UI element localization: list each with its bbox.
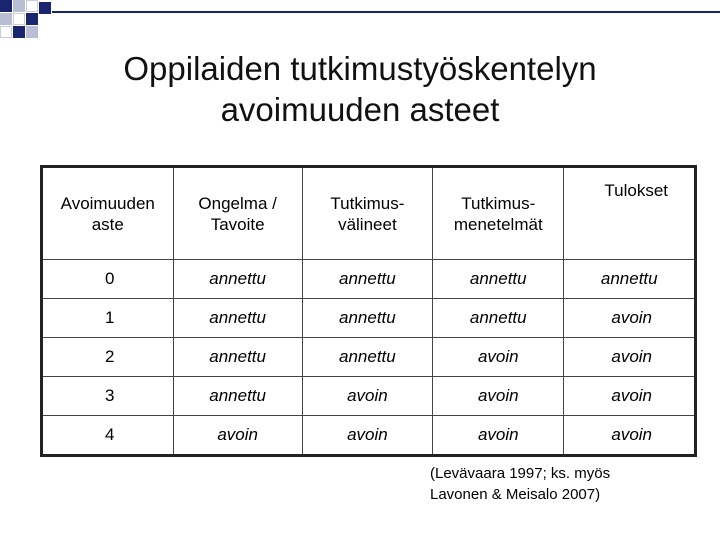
column-header: [564, 167, 696, 260]
table-cell: avoin: [302, 416, 432, 456]
slide-title: [40, 48, 680, 130]
decorative-squares: [0, 0, 720, 40]
table-cell: 2: [42, 338, 174, 377]
title-line-2: avoimuuden asteet: [220, 91, 500, 128]
deco-square: [13, 26, 25, 38]
table-row: [42, 416, 696, 456]
table-cell: annettu: [173, 377, 302, 416]
citation: [430, 463, 710, 505]
table-cell: avoin: [564, 377, 696, 416]
header-line: aste: [91, 214, 124, 234]
deco-square: [0, 0, 12, 12]
table-cell: annettu: [173, 260, 302, 299]
table-cell: avoin: [564, 338, 696, 377]
openness-table: [40, 165, 697, 457]
header-line: Tutkimus-: [461, 193, 536, 213]
table-cell: annettu: [564, 260, 696, 299]
header-line: Tavoite: [210, 214, 265, 234]
deco-square: [26, 13, 38, 25]
deco-square: [0, 13, 12, 25]
table-cell: 4: [42, 416, 174, 456]
table-cell: avoin: [433, 416, 564, 456]
table-cell: 0: [42, 260, 174, 299]
column-header: [302, 167, 432, 260]
column-header: [42, 167, 174, 260]
table-cell: avoin: [433, 377, 564, 416]
table-cell: annettu: [302, 338, 432, 377]
table-cell: 3: [42, 377, 174, 416]
table-row: [42, 338, 696, 377]
table-cell: annettu: [302, 299, 432, 338]
table-cell: annettu: [173, 299, 302, 338]
deco-square: [26, 0, 38, 12]
header-line: Tutkimus-: [330, 193, 405, 213]
header-line: menetelmät: [453, 214, 543, 234]
table-cell: avoin: [173, 416, 302, 456]
table-cell: annettu: [433, 260, 564, 299]
title-line-1: Oppilaiden tutkimustyöskentelyn: [123, 50, 597, 87]
table-cell: 1: [42, 299, 174, 338]
citation-line-1: (Levävaara 1997; ks. myös: [430, 465, 611, 482]
citation-line-2: Lavonen & Meisalo 2007): [430, 486, 601, 503]
deco-square: [13, 13, 25, 25]
header-rule: [52, 11, 720, 13]
header-line: välineet: [338, 214, 397, 234]
table-cell: avoin: [564, 299, 696, 338]
table-row: [42, 299, 696, 338]
table-row: [42, 260, 696, 299]
deco-square: [39, 2, 51, 14]
header-line: Ongelma /: [198, 193, 277, 213]
table-cell: avoin: [564, 416, 696, 456]
deco-square: [13, 0, 25, 12]
table-header-row: [42, 167, 696, 260]
table-cell: avoin: [302, 377, 432, 416]
table-cell: annettu: [173, 338, 302, 377]
header-line: Tulokset: [604, 181, 668, 200]
table-cell: avoin: [433, 338, 564, 377]
deco-square: [0, 26, 12, 38]
header-line: Avoimuuden: [60, 193, 155, 213]
deco-square: [26, 26, 38, 38]
column-header: [433, 167, 564, 260]
table-row: [42, 377, 696, 416]
column-header: [173, 167, 302, 260]
table-cell: annettu: [433, 299, 564, 338]
table-cell: annettu: [302, 260, 432, 299]
